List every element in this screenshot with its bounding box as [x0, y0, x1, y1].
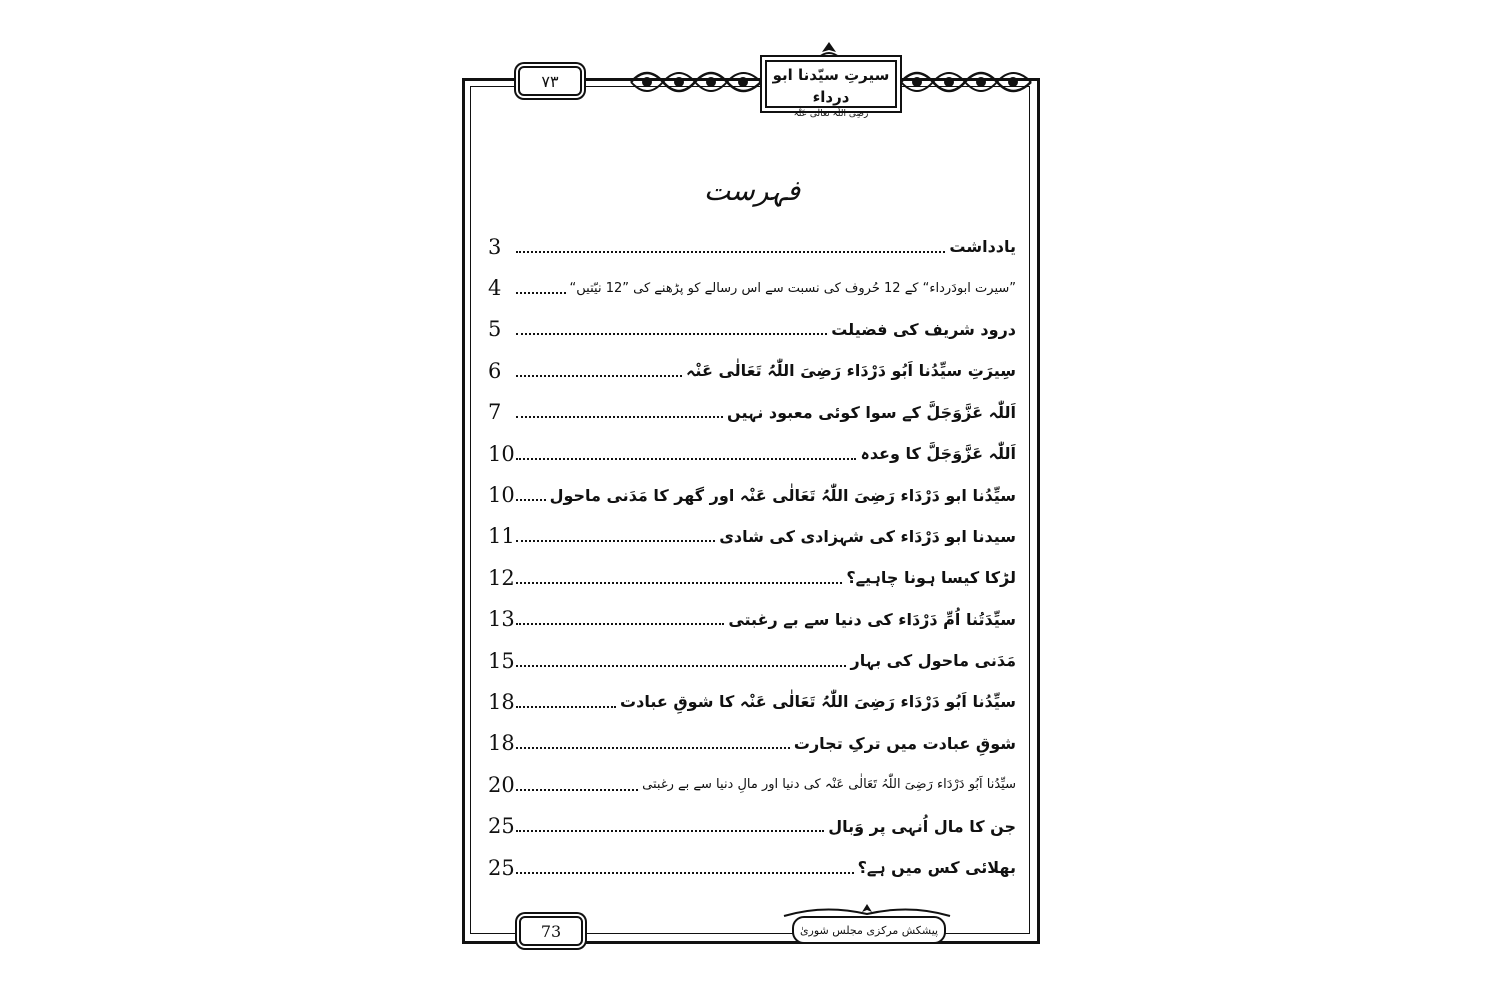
toc-entry-page-number: 20	[488, 772, 515, 797]
toc-entry	[488, 309, 1016, 350]
toc-entry-page-number: 5	[488, 317, 502, 342]
toc-leader-dots	[516, 789, 638, 791]
toc-entry-page-number: 4	[488, 276, 502, 301]
book-title: سیرتِ سیّدنا ابو درداء	[772, 66, 890, 106]
toc-leader-dots	[516, 706, 616, 708]
toc-leader-dots	[516, 665, 846, 667]
toc-leader-dots	[516, 458, 856, 460]
page-number-top	[518, 66, 582, 96]
toc-entry	[488, 640, 1016, 681]
toc-entry-page-number: 25	[488, 855, 515, 880]
book-subtitle: رَضِیَ اللّٰہ تعالٰی عَنْہ	[793, 109, 869, 119]
toc-entry	[488, 392, 1016, 433]
toc-entry-page-number: 6	[488, 358, 502, 383]
header-right-ornament	[897, 62, 1035, 102]
toc-entry	[488, 764, 1016, 805]
toc-leader-dots	[516, 292, 566, 294]
toc-entry	[488, 557, 1016, 598]
toc-entry-title: اَللّٰہ عَزَّوَجَلَّ کے سوا کوئی معبود نہیں	[727, 402, 1016, 422]
running-header	[765, 60, 897, 119]
toc-leader-dots	[516, 333, 827, 335]
toc-entry-title: سیِّدَتُنا اُمِّ دَرْدَاء کی دنیا سے بے رغبتی	[728, 609, 1016, 629]
toc-entry-title: سیِّدُنا ابو دَرْدَاء رَضِیَ اللّٰہُ تَعَالٰی عَنْہ اور گھر کا مَدَنی ماحول	[549, 485, 1016, 505]
toc-entry-page-number: 25	[488, 814, 515, 839]
toc-leader-dots	[516, 747, 790, 749]
page-number-bottom	[519, 916, 583, 946]
toc-entry-title: یادداشت	[949, 237, 1016, 257]
toc-entry-title: لڑکا کیسا ہونا چاہیے؟	[846, 568, 1016, 588]
toc-leader-dots	[516, 623, 724, 625]
toc-leader-dots	[516, 251, 945, 253]
publisher-text: پیشکش مرکزی مجلس شوریٰ	[799, 923, 939, 937]
toc-entry-page-number: 11	[488, 524, 515, 549]
book-page	[462, 66, 1040, 944]
toc-entry-page-number: 7	[488, 400, 502, 425]
page-number-bottom-text: 73	[540, 921, 562, 941]
toc-entry-page-number: 13	[488, 607, 515, 632]
toc-entry-page-number: 10	[488, 441, 515, 466]
toc-entry-title: بھلائی کس میں ہے؟	[857, 858, 1016, 878]
toc-entry-title: ”سیرت ابودَرداء“ کے 12 حُروف کی نسبت سے اس رسالے کو پڑھنے کی ”12 نیّتیں“	[569, 280, 1016, 296]
toc-entry-page-number: 18	[488, 731, 515, 756]
toc-entry-title: سیدنا ابو دَرْدَاء کی شہزادی کی شادی	[719, 526, 1016, 546]
toc-entry-title: جن کا مال اُنہی پر وَبال	[828, 816, 1016, 836]
toc-entry-page-number: 15	[488, 648, 515, 673]
toc-entry	[488, 516, 1016, 557]
toc-entry-page-number: 3	[488, 234, 502, 259]
toc-entry	[488, 474, 1016, 515]
toc-entry	[488, 723, 1016, 764]
toc-entry-page-number: 18	[488, 689, 515, 714]
toc-entry-title: مَدَنی ماحول کی بہار	[850, 651, 1016, 671]
toc-entry	[488, 433, 1016, 474]
toc-entry-page-number: 10	[488, 483, 515, 508]
toc-leader-dots	[516, 540, 715, 542]
toc-leader-dots	[516, 499, 546, 501]
publisher-banner	[792, 916, 946, 944]
toc-entry-title: شوقِ عبادت میں ترکِ تجارت	[793, 733, 1016, 753]
toc-entry	[488, 681, 1016, 722]
toc-entry	[488, 267, 1016, 308]
toc-leader-dots	[516, 582, 842, 584]
toc-leader-dots	[516, 375, 682, 377]
toc-entry	[488, 805, 1016, 846]
toc-leader-dots	[516, 830, 824, 832]
toc-entry	[488, 847, 1016, 888]
toc-leader-dots	[516, 416, 723, 418]
toc-entry-page-number: 12	[488, 565, 515, 590]
header-left-ornament	[627, 62, 765, 102]
toc-entry-title: اَللّٰہ عَزَّوَجَلَّ کا وعدہ	[860, 444, 1016, 464]
toc-entry	[488, 226, 1016, 267]
toc-title: فہرست	[703, 174, 801, 207]
toc-entry	[488, 599, 1016, 640]
toc-entry-title: سیِّدُنا اَبُو دَرْدَاء رَضِیَ اللّٰہُ تَعَالٰی عَنْہ کا شوقِ عبادت	[620, 692, 1016, 712]
toc-entry	[488, 350, 1016, 391]
toc-entry-title: سیِّدُنا اَبُو دَرْدَاء رَضِیَ اللّٰہُ تَعَالٰی عَنْہ کی دنیا اور مالِ دنیا سے بے رغبتی	[642, 777, 1016, 793]
toc-entry-title: درود شریف کی فضیلت	[831, 319, 1016, 339]
toc-list	[488, 226, 1016, 888]
page-number-top-text: ٧٣	[541, 71, 559, 91]
toc-leader-dots	[516, 872, 854, 874]
toc-entry-title: سِیرَتِ سیِّدُنا اَبُو دَرْدَاء رَضِیَ اللّٰہُ تَعَالٰی عَنْہ	[686, 361, 1016, 381]
